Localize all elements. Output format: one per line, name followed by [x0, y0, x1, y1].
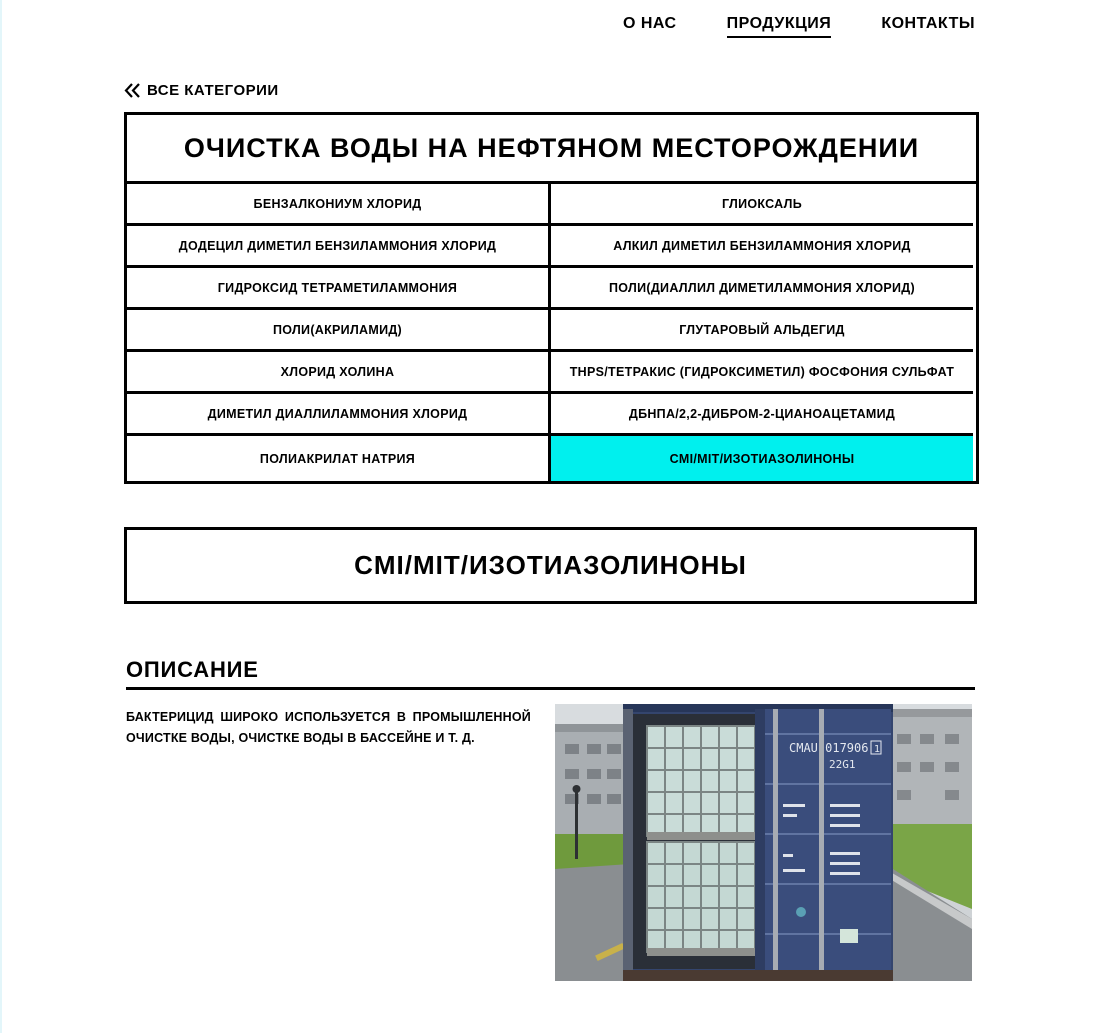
- top-nav: [623, 15, 975, 38]
- category-item[interactable]: ДБНПА/2,2-ДИБРОМ-2-ЦИАНОАЦЕТАМИД: [551, 394, 973, 436]
- double-chevron-left-icon: [124, 83, 141, 98]
- category-product-grid: [127, 184, 976, 481]
- category-item[interactable]: ПОЛИ(ДИАЛЛИЛ ДИМЕТИЛАММОНИЯ ХЛОРИД): [551, 268, 973, 310]
- nav-contacts[interactable]: КОНТАКТЫ: [881, 15, 975, 32]
- category-item[interactable]: ГИДРОКСИД ТЕТРАМЕТИЛАММОНИЯ: [127, 268, 551, 310]
- category-item[interactable]: ДОДЕЦИЛ ДИМЕТИЛ БЕНЗИЛАММОНИЯ ХЛОРИД: [127, 226, 551, 268]
- all-categories-label: ВСЕ КАТЕГОРИИ: [147, 82, 279, 99]
- container-check-digit: 1: [874, 744, 881, 755]
- page-edge: [0, 0, 2, 1033]
- category-item[interactable]: АЛКИЛ ДИМЕТИЛ БЕНЗИЛАММОНИЯ ХЛОРИД: [551, 226, 973, 268]
- category-item[interactable]: ХЛОРИД ХОЛИНА: [127, 352, 551, 394]
- description-heading: ОПИСАНИЕ: [126, 657, 975, 690]
- category-item[interactable]: ГЛУТАРОВЫЙ АЛЬДЕГИД: [551, 310, 973, 352]
- description-text: БАКТЕРИЦИД ШИРОКО ИСПОЛЬЗУЕТСЯ В ПРОМЫШЛЕННОЙ ОЧИСТКЕ ВОДЫ, ОЧИСТКЕ ВОДЫ В БАССЕЙНЕ И Т. Д.: [126, 710, 531, 745]
- nav-products[interactable]: ПРОДУКЦИЯ: [727, 15, 832, 38]
- category-item-active[interactable]: CMI/MIT/ИЗОТИАЗОЛИНОНЫ: [551, 436, 973, 481]
- category-item[interactable]: ДИМЕТИЛ ДИАЛЛИЛАММОНИЯ ХЛОРИД: [127, 394, 551, 436]
- nav-about[interactable]: О НАС: [622, 15, 677, 32]
- product-title: CMI/MIT/ИЗОТИАЗОЛИНОНЫ: [124, 527, 977, 604]
- all-categories-link[interactable]: [124, 82, 279, 99]
- container-code-text: CMAU 017906: [789, 741, 869, 755]
- container-type-text: 22G1: [829, 758, 856, 771]
- category-item[interactable]: ГЛИОКСАЛЬ: [551, 184, 973, 226]
- category-item[interactable]: ПОЛИ(АКРИЛАМИД): [127, 310, 551, 352]
- category-item[interactable]: ПОЛИАКРИЛАТ НАТРИЯ: [127, 436, 551, 481]
- category-item[interactable]: THPS/ТЕТРАКИС (ГИДРОКСИМЕТИЛ) ФОСФОНИЯ СУЛЬФАТ: [551, 352, 973, 394]
- product-photo: [555, 704, 972, 981]
- category-title: ОЧИСТКА ВОДЫ НА НЕФТЯНОМ МЕСТОРОЖДЕНИИ: [127, 115, 976, 184]
- category-item[interactable]: БЕНЗАЛКОНИУМ ХЛОРИД: [127, 184, 551, 226]
- category-panel: [124, 112, 979, 484]
